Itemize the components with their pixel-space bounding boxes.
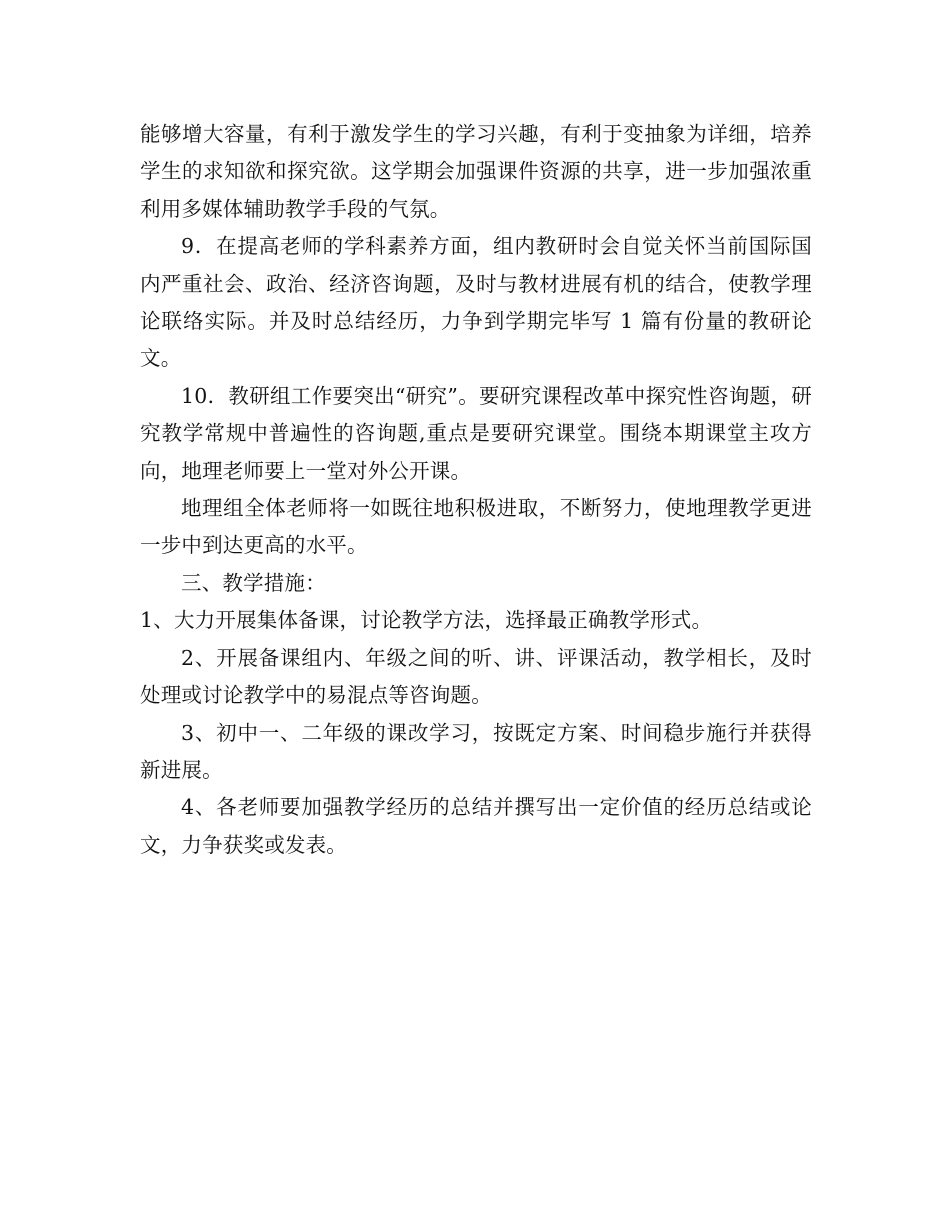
document-body: [140, 116, 812, 864]
measure-item-2: 2、开展备课组内、年级之间的听、讲、评课活动，教学相长，及时处理或讨论教学中的易混点等咨询题。: [140, 645, 812, 708]
section-heading-measures: 三、教学措施：: [181, 570, 326, 595]
paragraph-item-9: 9．在提高老师的学科素养方面，组内教研时会自觉关怀当前国际国内严重社会、政治、经济咨询题，及时与教材进展有机的结合，使教学理论联络实际。并及时总结经历，力争到学期完毕写 1 篇有份量的教研论文。: [140, 234, 812, 371]
paragraph-conclusion: 地理组全体老师将一如既往地积极进取，不断努力，使地理教学更进一步中到达更高的水平。: [140, 496, 812, 558]
measure-item-4: 4、各老师要加强教学经历的总结并撰写出一定价值的经历总结或论文，力争获奖或发表。: [140, 795, 812, 857]
measure-item-1: 1、大力开展集体备课，讨论教学方法，选择最正确教学形式。: [140, 608, 713, 633]
measure-item-3: 3、初中一、二年级的课改学习，按既定方案、时间稳步施行并获得新进展。: [140, 720, 812, 782]
paragraph-continuation: 能够增大容量，有利于激发学生的学习兴趣，有利于变抽象为详细，培养学生的求知欲和探究欲。这学期会加强课件资源的共享，进一步加强浓重利用多媒体辅助教学手段的气氛。: [140, 122, 812, 221]
paragraph-item-10: 10．教研组工作要突出“研究”。要研究课程改革中探究性咨询题，研究教学常规中普遍性的咨询题,重点是要研究课堂。围绕本期课堂主攻方向，地理老师要上一堂对外公开课。: [140, 383, 812, 483]
